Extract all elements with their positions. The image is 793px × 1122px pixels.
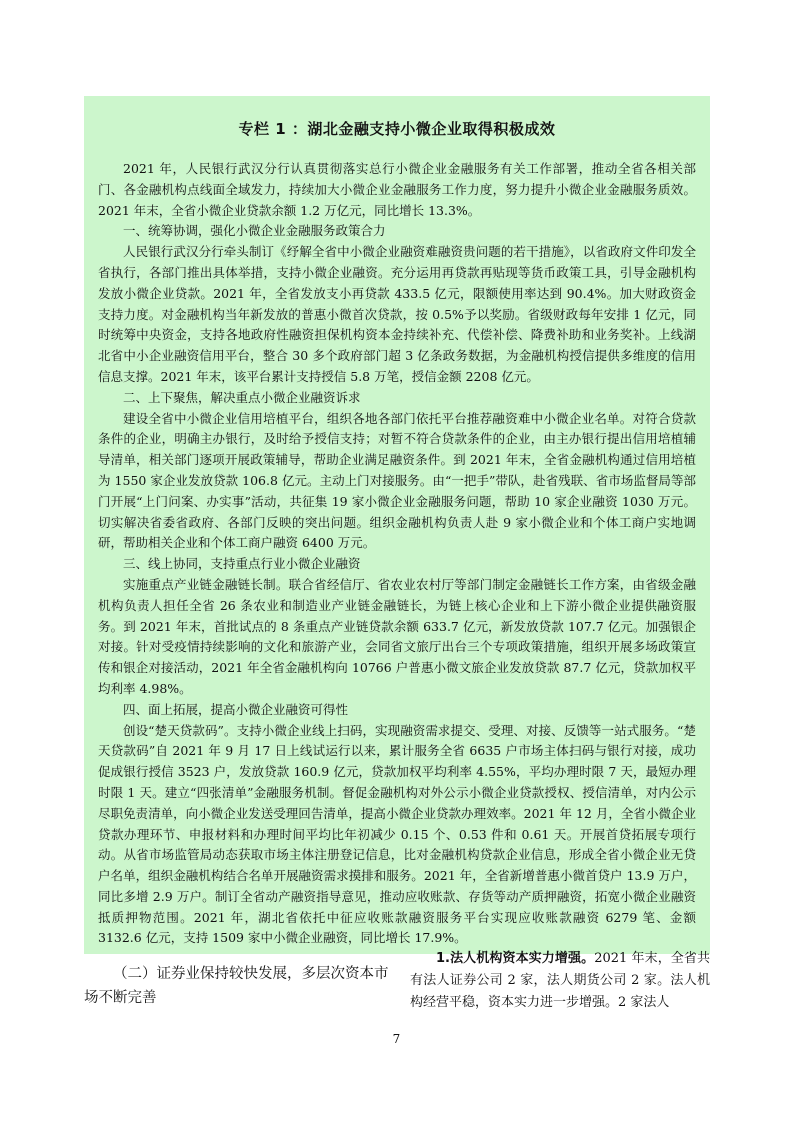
column-paragraph: 人民银行武汉分行牵头制订《纾解全省中小微企业融资难融资贵问题的若干措施》，以省政府文件印发全省执行，各部门推出具体举措，支持小微企业融资。充分运用再贷款再贴现等货币政策工具，引导金融机构发放小微企业贷款。2021 年，全省发放支小再贷款 433.5 亿元，限额使用率达到 90.4%。加大财政资金支持力度。对金融机构当年新发放的普惠小微首次贷款，按 0.5%予以奖励。省级财政每年安排 1 亿元，同时统筹中央资金，支持各地政府性融资担保机构资本金持续补充、代偿补偿、降费补助和业务奖补。上线湖北省中小企业融资信用平台，整合 30 多个政府部门超 3 亿条政务数据，为金融机构授信提供多维度的信用信息支撑。2021 年末，该平台累计支持授信 5.8 万笔，授信金额 2208 亿元。: [98, 244, 696, 384]
column-subheading: 一、统筹协调，强化小微企业金融服务政策合力: [123, 223, 386, 239]
column-paragraph: 建设全省中小微企业信用培植平台，组织各地各部门依托平台推荐融资难中小微企业名单。对符合贷款条件的企业，明确主办银行，及时给予授信支持；对暂不符合贷款条件的企业，由主办银行提出信用培植辅导清单，相关部门逐项开展政策辅导，帮助企业满足融资条件。到 2021 年末，全省金融机构通过信用培植为 1550 家企业发放贷款 106.8 亿元。主动上门对接服务。由“一把手”带队，赴省残联、省市场监督局等部门开展“上门问案、办实事”活动，共征集 19 家小微企业金融服务问题，帮助 10 家企业融资 1030 万元。切实解决省委省政府、各部门反映的突出问题。组织金融机构负责人赴 9 家小微企业和个体工商户实地调研，帮助相关企业和个体工商户融资 6400 万元。: [98, 410, 696, 551]
column-paragraph: 2021 年，人民银行武汉分行认真贯彻落实总行小微企业金融服务有关工作部署，推动全省各相关部门、各金融机构点线面全域发力，持续加大小微企业金融服务工作力度，努力提升小微企业金融服务质效。2021 年末，全省小微企业贷款余额 1.2 万亿元，同比增长 13.3%。: [98, 161, 696, 218]
page-number: 7: [392, 1032, 401, 1046]
subsection-body: 2021 年末，全省共有法人证券公司 2 家，法人期货公司 2 家。法人机构经营平稳，资本实力进一步增强。2 家法人: [410, 951, 711, 1010]
column-subheading: 三、线上协同，支持重点行业小微企业融资: [123, 556, 361, 572]
subsection-title: 1.法人机构资本实力增强。: [436, 951, 595, 966]
column-subheading: 二、上下聚焦，解决重点小微企业融资诉求: [123, 389, 361, 405]
column-title: 专栏 1 ：湖北金融支持小微企业取得积极成效: [238, 120, 556, 138]
column-paragraph: 创设“楚天贷款码”。支持小微企业线上扫码，实现融资需求提交、受理、对接、反馈等一站式服务。“楚天贷款码”自 2021 年 9 月 17 日上线试运行以来，累计服务全省 6635 户市场主体扫码与银行对接，成功促成银行授信 3523 户，发放贷款 160.9 亿元，贷款加权平均利率 4.55%，平均办理时限 7 天，最短办理时限 1 天。建立“四张清单”金融服务机制。督促金融机构对外公示小微企业贷款授权、授信清单，对内公示尽职免责清单，向小微企业发送受理回告清单，提高小微企业贷款办理效率。2021 年 12 月，全省小微企业贷款办理环节、申报材料和办理时间平均比年初减少 0.15 个、0.53 件和 0.61 天。开展首贷拓展专项行动。从省市场监管局动态获取市场主体注册登记信息，比对金融机构贷款企业信息，形成全省小微企业无贷户名单，组织金融机构结合名单开展融资需求摸排和服务。2021 年，全省新增普惠小微首贷户 13.9 万户，同比多增 2.9 万户。制订全省动产融资指导意见，推动应收账款、存货等动产质押融资，拓宽小微企业融资抵质押物范围。2021 年，湖北省依托中征应收账款融资服务平台实现应收账款融资 6279 笔、金额 3132.6 亿元，支持 1509 家中小微企业融资，同比增长 17.9%。: [98, 722, 696, 946]
column-subheading: 四、面上拓展，提高小微企业融资可得性: [123, 701, 349, 717]
section-heading: （二）证券业保持较快发展，多层次资本市场不断完善: [84, 966, 389, 1006]
column-paragraph: 实施重点产业链金融链长制。联合省经信厅、省农业农村厅等部门制定金融链长工作方案，由省级金融机构负责人担任全省 26 条农业和制造业产业链金融链长，为链上核心企业和上下游小微企业提供融资服务。到 2021 年末，首批试点的 8 条重点产业链贷款余额 633.7 亿元，新发放贷款 107.7 亿元。加强银企对接。针对受疫情持续影响的文化和旅游产业，会同省文旅厅出台三个专项政策措施，组织开展多场政策宣传和银企对接活动，2021 年全省金融机构向 10766 户普惠小微文旅企业发放贷款 87.7 亿元，贷款加权平均利率 4.98%。: [98, 576, 696, 696]
right-column-text: [410, 948, 710, 1014]
column-box-1: [84, 96, 710, 954]
